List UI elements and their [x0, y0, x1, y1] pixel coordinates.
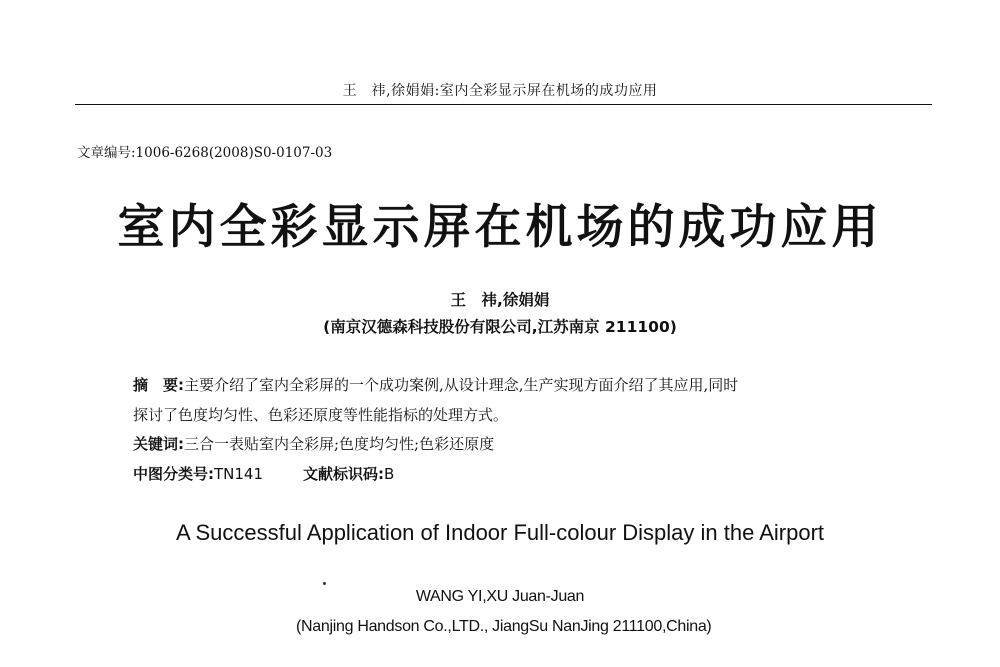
- clc-label: 中图分类号:: [133, 465, 214, 483]
- affiliation-en: (Nanjing Handson Co.,LTD., JiangSu NanJing 211100,China): [296, 618, 712, 635]
- running-header: 王 祎,徐娟娟:室内全彩显示屏在机场的成功应用: [342, 83, 658, 99]
- affiliation-zh: (南京汉德森科技股份有限公司,江苏南京 211100): [323, 318, 677, 336]
- keywords-line: [133, 433, 494, 454]
- doc-code-label: 文献标识码:: [303, 465, 385, 483]
- header-rule: [75, 104, 932, 105]
- authors-en: WANG YI,XU Juan-Juan: [415, 588, 585, 605]
- stray-dot: [323, 582, 326, 585]
- keywords-value: 三合一表贴室内全彩屏;色度均匀性;色彩还原度: [184, 435, 495, 453]
- keywords-label: 关键词:: [133, 435, 184, 453]
- authors-zh: 王 祎,徐娟娟: [450, 291, 550, 309]
- title-zh: 室内全彩显示屏在机场的成功应用: [117, 200, 883, 255]
- abstract-text-1: 主要介绍了室内全彩屏的一个成功案例,从设计理念,生产实现方面介绍了其应用,同时: [184, 376, 739, 394]
- abstract-line-2: 探讨了色度均匀性、色彩还原度等性能指标的处理方式。: [133, 406, 509, 424]
- title-en: A Successful Application of Indoor Full-colour Display in the Airport: [175, 520, 825, 545]
- classification-line: [133, 463, 394, 484]
- clc-value: TN141: [214, 465, 264, 483]
- article-id: 文章编号:1006-6268(2008)S0-0107-03: [77, 145, 333, 161]
- doc-code-value: B: [384, 465, 395, 483]
- abstract-label: 摘 要:: [133, 376, 184, 394]
- abstract-line-1: [133, 374, 738, 395]
